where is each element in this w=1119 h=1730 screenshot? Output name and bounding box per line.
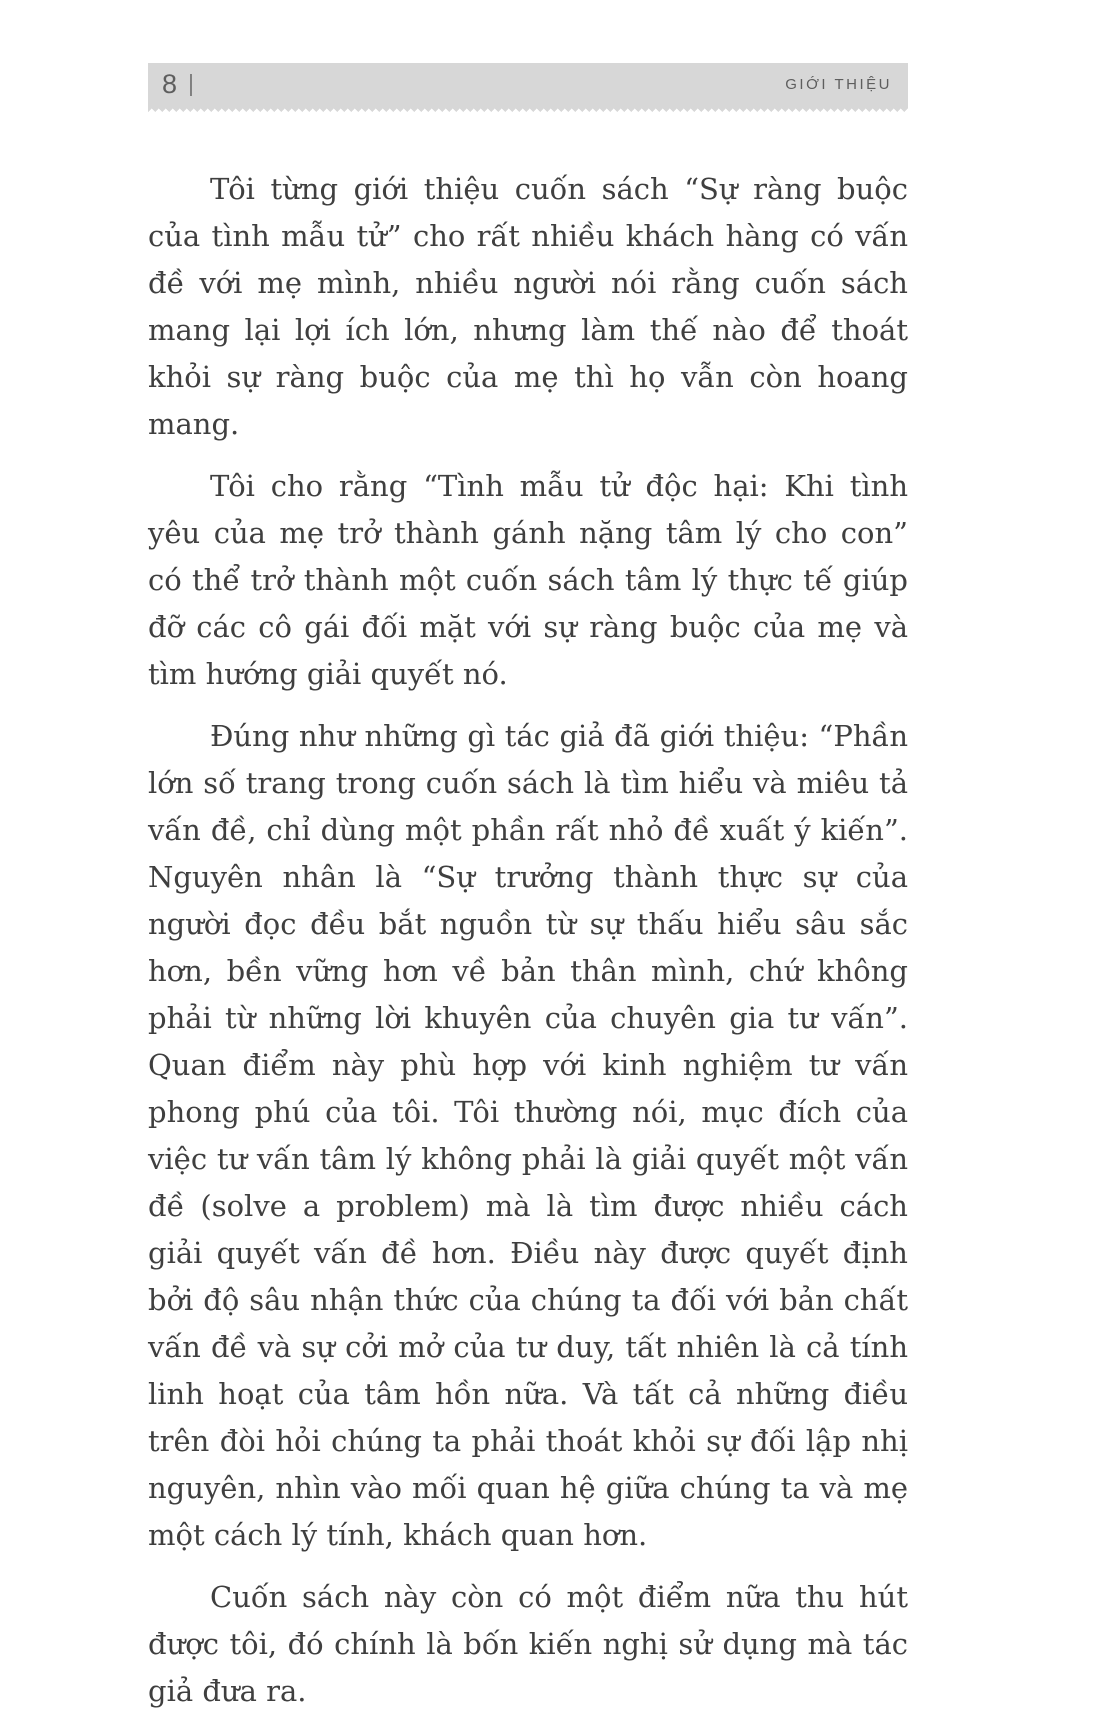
paragraph: Đúng như những gì tác giả đã giới thiệu: “Phần lớn số trang trong cuốn sách là tìm hiểu và miêu tả vấn đề, chỉ dùng một phần rất nhỏ đề xuất ý kiến”. Nguyên nhân là “Sự trưởng thành thực sự của người đọc đều bắt nguồn từ sự thấu hiểu sâu sắc hơn, bền vững hơn về bản thân mình, chứ không phải từ những lời khuyên của chuyên gia tư vấn”. Quan điểm này phù hợp với kinh nghiệm tư vấn phong phú của tôi. Tôi thường nói, mục đích của việc tư vấn tâm lý không phải là giải quyết một vấn đề (solve a problem) mà là tìm được nhiều cách giải quyết vấn đề hơn. Điều này được quyết định bởi độ sâu nhận thức của chúng ta đối với bản chất vấn đề và sự cởi mở của tư duy, tất nhiên là cả tính linh hoạt của tâm hồn nữa. Và tất cả những điều trên đòi hỏi chúng ta phải thoát khỏi sự đối lập nhị nguyên, nhìn vào mối quan hệ giữa chúng ta và mẹ một cách lý tính, khách quan hơn.: [148, 719, 908, 1552]
paragraph: Cuốn sách này còn có một điểm nữa thu hút được tôi, đó chính là bốn kiến nghị sử dụng mà tác giả đưa ra.: [148, 1580, 908, 1708]
paragraph: Tôi cho rằng “Tình mẫu tử độc hại: Khi tình yêu của mẹ trở thành gánh nặng tâm lý cho con” có thể trở thành một cuốn sách tâm lý thực tế giúp đỡ các cô gái đối mặt với sự ràng buộc của mẹ và tìm hướng giải quyết nó.: [148, 469, 908, 691]
header-bar: [148, 63, 908, 105]
page-number: 8: [162, 68, 178, 99]
paragraph: Tôi từng giới thiệu cuốn sách “Sự ràng buộc của tình mẫu tử” cho rất nhiều khách hàng có vấn đề với mẹ mình, nhiều người nói rằng cuốn sách mang lại lợi ích lớn, nhưng làm thế nào để thoát khỏi sự ràng buộc của mẹ thì họ vẫn còn hoang mang.: [148, 172, 908, 441]
page-body: [148, 166, 908, 1730]
page-number-separator: |: [188, 69, 195, 96]
page-number-group: [162, 69, 194, 100]
header-title: GIỚI THIỆU: [785, 75, 892, 93]
header-zigzag-edge: [148, 105, 908, 112]
